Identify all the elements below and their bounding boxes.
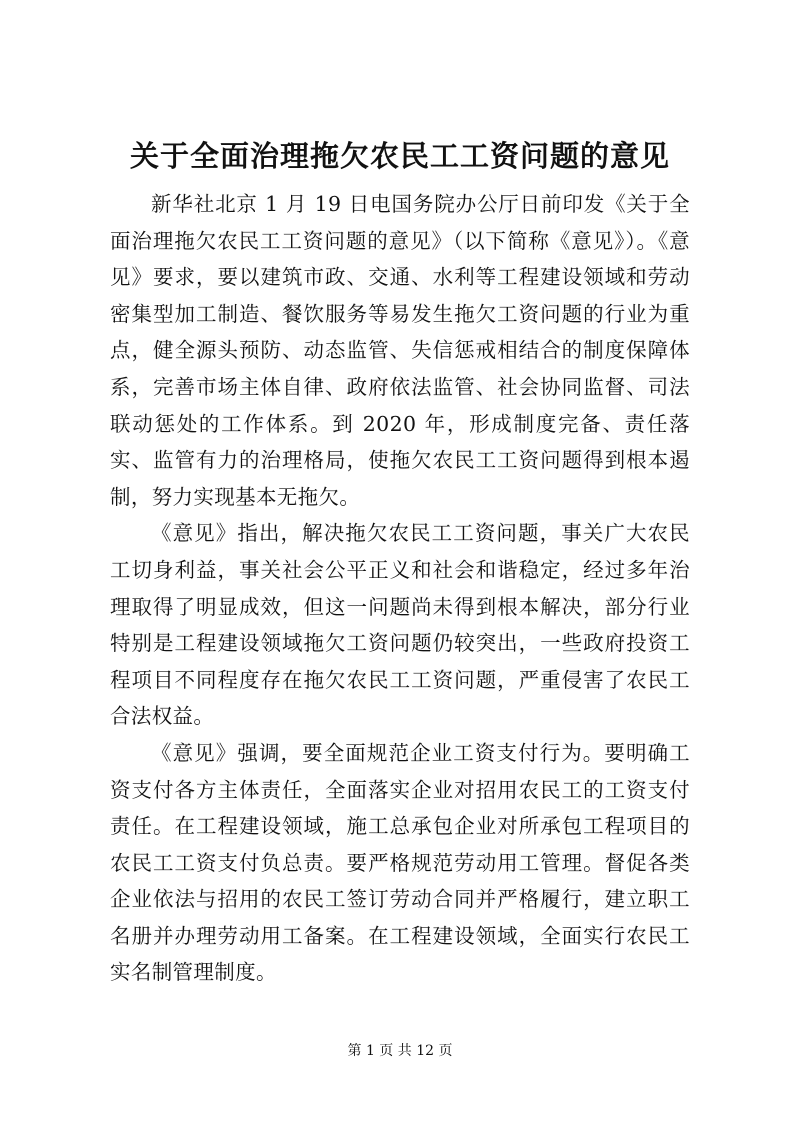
page-footer: 第 1 页 共 12 页 (347, 1043, 453, 1059)
paragraph-2: 《意见》指出，解决拖欠农民工工资问题，事关广大农民工切身利益，事关社会公平正义和社会和谐稳定，经过多年治理取得了明显成效，但这一问题尚未得到根本解决，部分行业特别是工程建设领域拖欠工资问题仍较突出，一些政府投资工程项目不同程度存在拖欠农民工工资问题，严重侵害了农民工合法权益。 (110, 521, 690, 729)
document-title: 关于全面治理拖欠农民工工资问题的意见 (129, 139, 670, 173)
paragraph-1: 新华社北京 1 月 19 日电国务院办公厅日前印发《关于全面治理拖欠农民工工资问题的意见》（以下简称《意见》）。《意见》要求，要以建筑市政、交通、水利等工程建设领域和劳动密集型加工制造、餐饮服务等易发生拖欠工资问题的行业为重点，健全源头预防、动态监管、失信惩戒相结合的制度保障体系，完善市场主体自律、政府依法监管、社会协同监督、司法联动惩处的工作体系。到 2020 年，形成制度完备、责任落实、监管有力的治理格局，使拖欠农民工工资问题得到根本遏制，努力实现基本无拖欠。 (110, 192, 690, 509)
paragraph-3: 《意见》强调，要全面规范企业工资支付行为。要明确工资支付各方主体责任，全面落实企业对招用农民工的工资支付责任。在工程建设领域，施工总承包企业对所承包工程项目的农民工工资支付负总责。要严格规范劳动用工管理。督促各类企业依法与招用的农民工签订劳动合同并严格履行，建立职工名册并办理劳动用工备案。在工程建设领域，全面实行农民工实名制管理制度。 (110, 740, 690, 985)
document-body (110, 186, 690, 991)
